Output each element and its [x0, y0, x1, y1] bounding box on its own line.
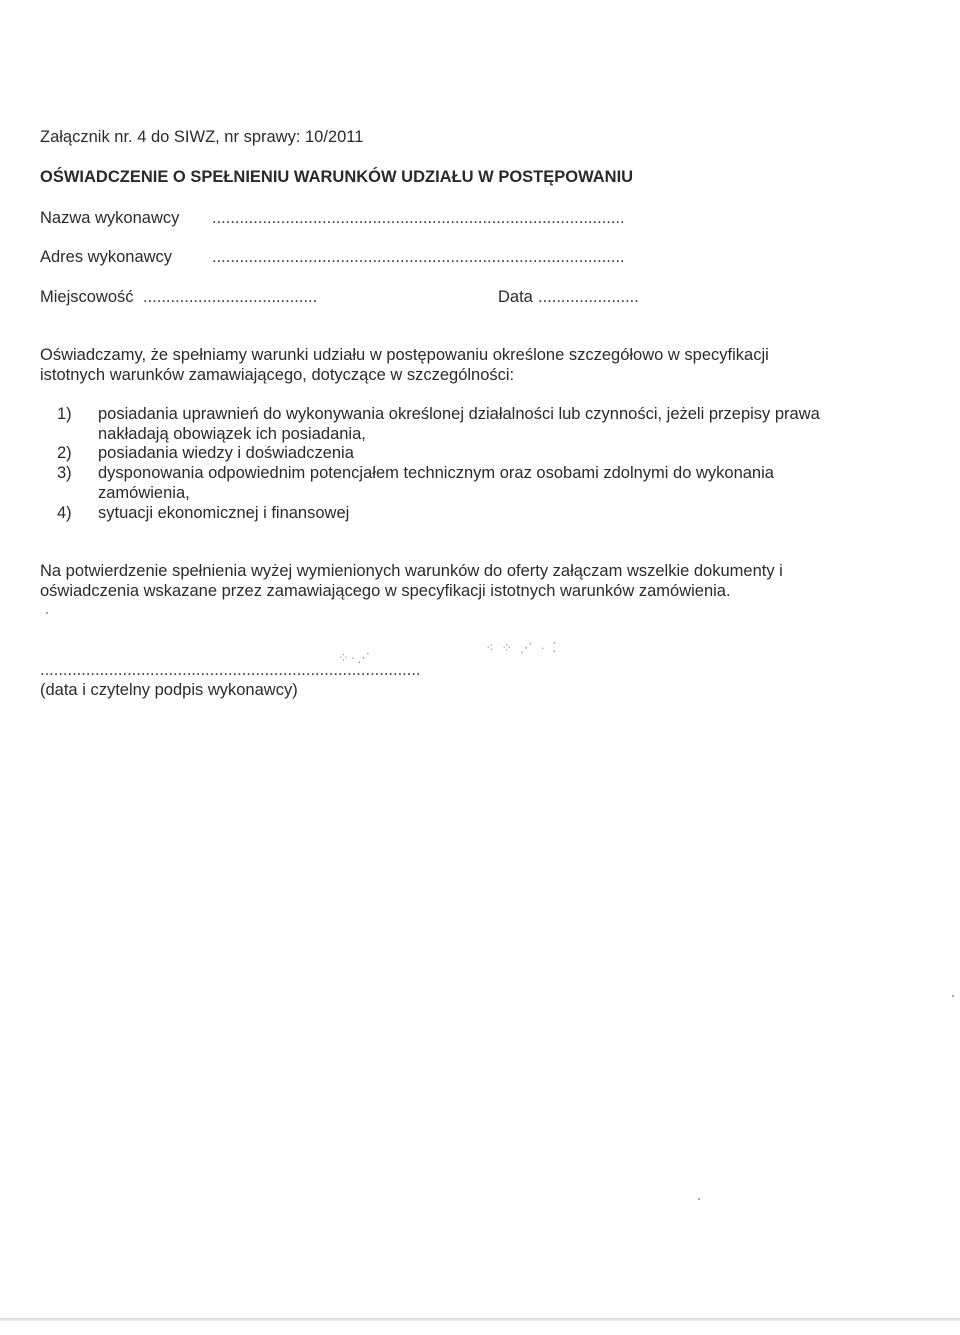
- faint-signature-mark: ⁘·⋰: [338, 650, 373, 665]
- condition-number: 2): [57, 444, 72, 462]
- confirmation-line-2: oświadczenia wskazane przez zamawiającego w specyfikacji istotnych warunków zamówienia.: [40, 582, 731, 600]
- condition-text: posiadania uprawnień do wykonywania określonej działalności lub czynności, jeżeli przepisy prawa: [98, 405, 820, 423]
- condition-text: nakładają obowiązek ich posiadania,: [98, 425, 366, 443]
- place-field[interactable]: ......................................: [143, 288, 318, 306]
- contractor-name-field[interactable]: ..........................................................................................: [212, 209, 625, 227]
- place-label: Miejscowość: [40, 288, 134, 306]
- contractor-address-label: Adres wykonawcy: [40, 248, 173, 266]
- declaration-line-2: istotnych warunków zamawiającego, dotyczące w szczególności:: [40, 366, 515, 384]
- document-title: OŚWIADCZENIE O SPEŁNIENIU WARUNKÓW UDZIAŁU W POSTĘPOWANIU: [40, 168, 634, 186]
- condition-text: dysponowania odpowiednim potencjałem technicznym oraz osobami zdolnymi do wykonania: [98, 464, 774, 482]
- contractor-name-label: Nazwa wykonawcy: [40, 209, 180, 227]
- condition-text: posiadania wiedzy i doświadczenia: [98, 444, 354, 462]
- condition-number: 4): [57, 504, 72, 522]
- scan-edge: [0, 1318, 960, 1321]
- date-label: Data: [498, 288, 533, 306]
- condition-text: zamówienia,: [98, 484, 190, 502]
- signature-caption: (data i czytelny podpis wykonawcy): [40, 681, 298, 699]
- condition-number: 3): [57, 464, 72, 482]
- scan-speck: [952, 995, 954, 997]
- condition-text: sytuacji ekonomicznej i finansowej: [98, 504, 350, 522]
- scan-speck: [46, 612, 48, 614]
- condition-number: 1): [57, 405, 72, 423]
- attachment-line: Załącznik nr. 4 do SIWZ, nr sprawy: 10/2011: [40, 128, 364, 146]
- signature-field[interactable]: ...................................................................................: [40, 661, 421, 679]
- date-field[interactable]: ......................: [538, 288, 639, 306]
- confirmation-line-1: Na potwierdzenie spełnienia wyżej wymienionych warunków do oferty załączam wszelkie dokumenty i: [40, 562, 783, 580]
- scan-speck: [698, 1198, 700, 1200]
- declaration-line-1: Oświadczamy, że spełniamy warunki udziału w postępowaniu określone szczegółowo w specyfikacji: [40, 346, 769, 364]
- contractor-address-field[interactable]: ..........................................................................................: [212, 248, 625, 266]
- faint-stamp-mark: ⁖ ⁘ ⋰ · ⁚: [486, 640, 559, 655]
